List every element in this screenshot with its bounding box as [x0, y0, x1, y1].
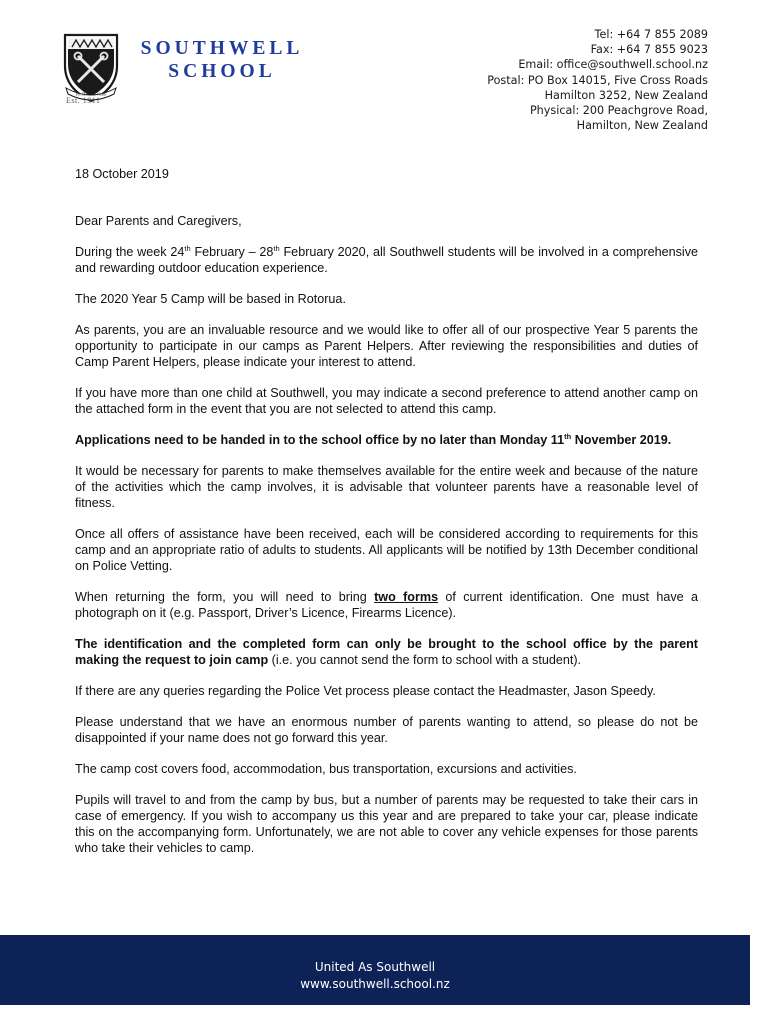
contact-phone: Tel: +64 7 855 2089 [594, 28, 708, 41]
paragraph-demand: Please understand that we have an enormous number of parents wanting to attend, so please do not be disappointed if your name does not go forward this year. [75, 715, 698, 745]
salutation: Dear Parents and Caregivers, [75, 214, 242, 228]
school-name-line2: SCHOOL [168, 61, 276, 82]
contact-fax: Fax: +64 7 855 9023 [590, 43, 708, 57]
established-year: Est. 1911 [66, 96, 101, 105]
contact-postal: Postal: PO Box 14015, Five Cross Roads [487, 73, 708, 87]
footer-motto: United As Southwell [314, 960, 436, 974]
paragraph-cost: The camp cost covers food, accommodation, bus transportation, excursions and activities. [75, 762, 577, 776]
crest-motto: Pro Deo, Ad Vitam [75, 91, 107, 97]
paragraph-deadline: Applications need to be handed in to the school office by no later than Monday 11th November 2019. [75, 431, 672, 447]
letter-date: 18 October 2019 [75, 167, 169, 181]
footer-website: www.southwell.school.nz [300, 977, 450, 991]
paragraph-dates: During the week 24th February – 28th February 2020, all Southwell students will be involved in a comprehensive and rewarding outdoor education experience. [75, 243, 699, 275]
contact-physical: Physical: 200 Peachgrove Road, [529, 104, 708, 118]
paragraph-availability: It would be necessary for parents to make themselves available for the entire week and because of the nature of the activities which the camp involves, it is advisable that volunteer parents have a reasonable level of fitness. [75, 464, 698, 510]
paragraph-selection: Once all offers of assistance have been received, each will be considered according to requirements for this camp and an appropriate ratio of adults to students. All applicants will be notified by 13th December conditional on Police Vetting. [75, 527, 698, 573]
contact-email: Email: office@southwell.school.nz [518, 58, 708, 72]
school-name [133, 38, 311, 84]
paragraph-transport: Pupils will travel to and from the camp by bus, but a number of parents may be requested to take their cars in case of emergency. If you wish to accompany us this year and are prepared to take your car, please indicate this on the accompanying form. Unfortunately, we are not able to cover any vehicle expenses for those parents who take their vehicles to camp. [75, 793, 698, 855]
school-crest-logo [62, 32, 120, 104]
school-name-line1: SOUTHWELL [140, 38, 304, 59]
paragraph-identification: When returning the form, you will need to bring two forms of current identification. One must have a photograph on it (e.g. Passport, Driver’s Licence, Firearms Licence). [75, 590, 699, 620]
contact-postal-city: Hamilton 3252, New Zealand [544, 88, 708, 102]
paragraph-location: The 2020 Year 5 Camp will be based in Rotorua. [75, 292, 346, 306]
paragraph-parent-helpers: As parents, you are an invaluable resource and we would like to offer all of our prospective Year 5 parents the opportunity to participate in our camps as Parent Helpers. After reviewing the responsibilities and duties of Camp Parent Helpers, please indicate your interest to attend. [75, 323, 698, 369]
footer-banner [0, 935, 750, 1005]
contact-physical-city: Hamilton, New Zealand [576, 119, 708, 133]
paragraph-form-delivery: The identification and the completed form can only be brought to the school office by the parent making the request to join camp (i.e. you cannot send the form to school with a student). [75, 637, 698, 667]
paragraph-queries: If there are any queries regarding the Police Vet process please contact the Headmaster, Jason Speedy. [75, 684, 656, 698]
contact-block [487, 27, 708, 133]
paragraph-second-preference: If you have more than one child at Southwell, you may indicate a second preference to attend another camp on the attached form in the event that you are not selected to attend this camp. [75, 386, 698, 416]
letter-body [75, 166, 698, 871]
